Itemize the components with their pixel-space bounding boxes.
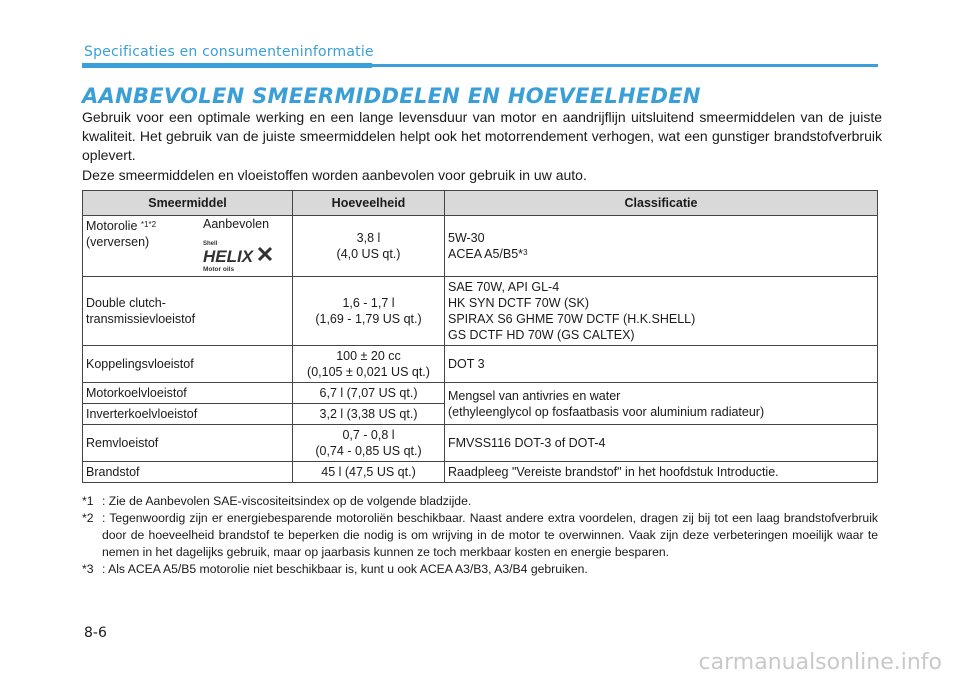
motor-oil-name: Motorolie $^{*1*2}$ (verversen) xyxy=(86,219,157,249)
engine-coolant-name: Motorkoelvloeistof xyxy=(83,383,293,404)
footnote-mark: *3 xyxy=(82,562,94,576)
fuel-name: Brandstof xyxy=(83,462,293,483)
logo-helix-text: HELIX xyxy=(203,247,254,266)
table-header-row xyxy=(83,191,878,216)
clutch-name: Koppelingsvloeistof xyxy=(83,346,293,383)
table-row-fuel xyxy=(83,462,878,483)
footnotes xyxy=(82,493,878,578)
inverter-coolant-qty: 3,2 l (3,38 US qt.) xyxy=(293,404,445,425)
footnote xyxy=(82,561,878,578)
brake-class: FMVSS116 DOT-3 of DOT-4 xyxy=(445,425,878,462)
logo-motor-oils-text: Motor oils xyxy=(203,266,235,273)
recommended-label: Aanbevolen xyxy=(203,217,270,231)
table-row-brake xyxy=(83,425,878,462)
footnote xyxy=(82,510,878,561)
fuel-class: Raadpleeg "Vereiste brandstof" in het hoofdstuk Introductie. xyxy=(445,462,878,483)
motor-oil-qty: 3,8 l (4,0 US qt.) xyxy=(293,216,445,277)
table-row-engine-coolant xyxy=(83,383,878,404)
page-number: 8-6 xyxy=(84,625,107,641)
shell-helix-logo xyxy=(201,236,283,274)
header-smeermiddel: Smeermiddel xyxy=(83,191,293,216)
fuel-qty: 45 l (47,5 US qt.) xyxy=(293,462,445,483)
brake-qty: 0,7 - 0,8 l (0,74 - 0,85 US qt.) xyxy=(293,425,445,462)
intro-paragraph: Gebruik voor een optimale werking en een lange levensduur van motor en aandrijflijn uitsluitend smeermiddelen van de juiste kwaliteit. Het gebruik van de juiste smeermiddelen helpt ook het motorrendement verhogen, wat een gunstiger brandstofverbruik oplevert. xyxy=(82,109,882,163)
header-hoeveelheid: Hoeveelheid xyxy=(293,191,445,216)
brake-name: Remvloeistof xyxy=(83,425,293,462)
page-heading: AANBEVOLEN SMEERMIDDELEN EN HOEVEELHEDEN xyxy=(82,84,701,108)
coolant-class: Mengsel van antivries en water (ethyleenglycol op fosfaatbasis voor aluminium radiateur) xyxy=(445,383,878,425)
dct-name: Double clutch- transmissievloeistof xyxy=(83,277,293,346)
watermark: carmanualsonline.info xyxy=(698,650,942,675)
motor-oil-name-cell xyxy=(83,216,293,277)
table-row-clutch xyxy=(83,346,878,383)
intro-paragraph-2: Deze smeermiddelen en vloeistoffen worden aanbevolen voor gebruik in uw auto. xyxy=(82,167,587,183)
section-title: Specificaties en consumenteninformatie xyxy=(84,44,374,60)
footnote xyxy=(82,493,878,510)
motor-oil-class: 5W-30 ACEA A5/B5*$^3$ xyxy=(445,216,878,277)
footnote-text: : Zie de Aanbevolen SAE-viscositeitsindex op de volgende bladzijde. xyxy=(102,494,472,508)
inverter-coolant-name: Inverterkoelvloeistof xyxy=(83,404,293,425)
footnote-text: : Tegenwoordig zijn er energiebesparende motoroliën beschikbaar. Naast andere extra voordelen, dragen zij bij tot een laag brandstofverbruik door de hoeveelheid brandstof te beperken die nodig is om wrijving in de motor te overwinnen. Vaak zijn deze verbeteringen moeilijk waar te nemen in het dagelijks gebruik, maar op jaarbasis kunnen ze toch merkbaar kosten en energie besparen. xyxy=(102,511,878,559)
logo-shell-text: Shell xyxy=(203,241,218,247)
engine-coolant-qty: 6,7 l (7,07 US qt.) xyxy=(293,383,445,404)
header-classificatie: Classificatie xyxy=(445,191,878,216)
table-row-motor-oil xyxy=(83,216,878,277)
lubricants-table xyxy=(82,190,878,483)
clutch-class: DOT 3 xyxy=(445,346,878,383)
footnote-text: : Als ACEA A5/B5 motorolie niet beschikbaar is, kunt u ook ACEA A3/B3, A3/B4 gebruiken. xyxy=(102,562,588,576)
clutch-qty: 100 ± 20 cc (0,105 ± 0,021 US qt.) xyxy=(293,346,445,383)
footnote-mark: *2 xyxy=(82,511,94,525)
dct-qty: 1,6 - 1,7 l (1,69 - 1,79 US qt.) xyxy=(293,277,445,346)
dct-class: SAE 70W, API GL-4 HK SYN DCTF 70W (SK) SPIRAX S6 GHME 70W DCTF (H.K.SHELL) GS DCTF HD 70W (GS CALTEX) xyxy=(445,277,878,346)
footnote-mark: *1 xyxy=(82,494,94,508)
header-rule xyxy=(82,64,878,67)
table-row-dct xyxy=(83,277,878,346)
